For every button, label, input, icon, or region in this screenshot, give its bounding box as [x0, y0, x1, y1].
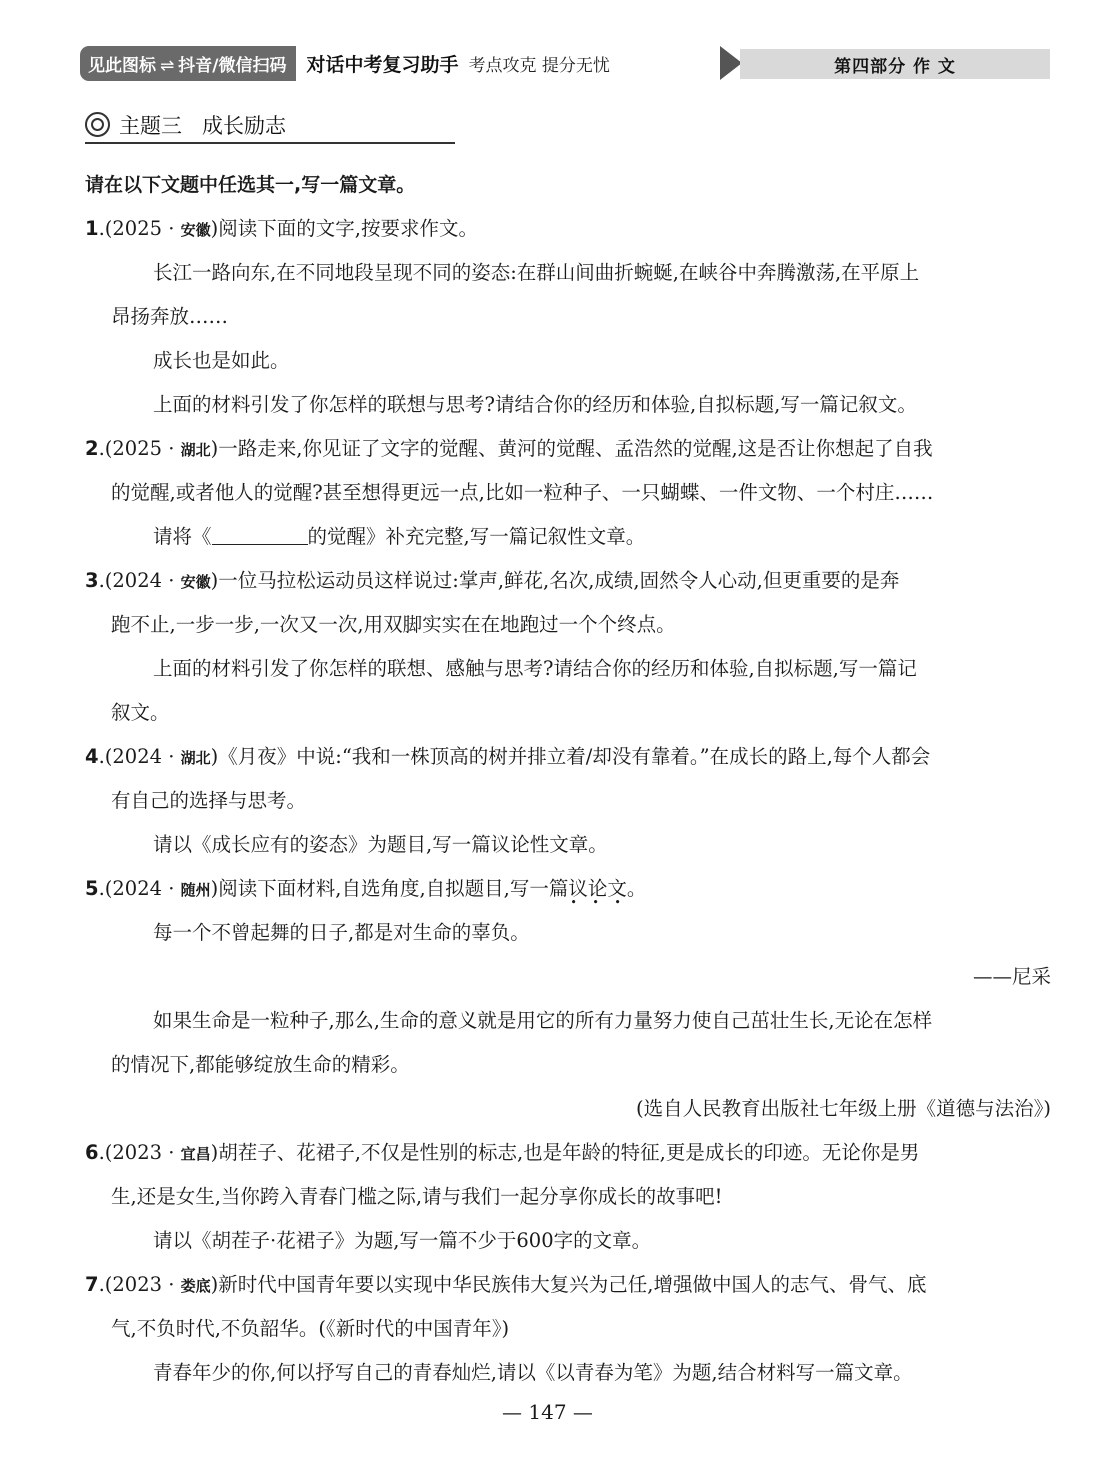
section-label: 第四部分 作 文: [740, 49, 1050, 79]
question-number: 4: [85, 745, 99, 768]
scan-prompt: [80, 51, 294, 76]
material-line: 如果生命是一粒种子,那么,生命的意义就是用它的所有力量努力使自己茁壮生长,无论在怎样: [153, 1009, 933, 1032]
question-3: 3.(2024 · 安徽)一位马拉松运动员这样说过:掌声,鲜花,名次,成绩,固然令人心动,但更重要的是奔: [85, 569, 900, 592]
question-7: 7.(2023 · 娄底)新时代中国青年要以实现中华民族伟大复兴为己任,增强做中国人的志气、骨气、底: [85, 1273, 927, 1296]
theme-name: 成长励志: [202, 114, 286, 138]
question-year: 2024: [112, 745, 163, 768]
question-prompt: 一路走来,你见证了文字的觉醒、黄河的觉醒、孟浩然的觉醒,这是否让你想起了自我: [218, 437, 933, 460]
question-prompt: 一位马拉松运动员这样说过:掌声,鲜花,名次,成绩,固然令人心动,但更重要的是奔: [218, 569, 900, 592]
question-year: 2023: [112, 1273, 163, 1296]
question-year: 2025: [112, 437, 163, 460]
quote-attribution: ——尼采: [972, 965, 1051, 988]
question-source: 随州: [180, 881, 211, 899]
question-list: [85, 163, 1051, 1395]
material-line: 气,不负时代,不负韶华。(《新时代的中国青年》): [111, 1317, 510, 1340]
question-number: 6: [85, 1141, 99, 1164]
material-line: 昂扬奔放……: [111, 305, 229, 328]
task-suffix: 的觉醒》补充完整,写一篇记叙性文章。: [307, 525, 646, 548]
theme-heading: [85, 108, 455, 144]
question-source: 宜昌: [180, 1145, 211, 1163]
material-line: 的情况下,都能够绽放生命的精彩。: [111, 1053, 410, 1076]
target-icon: [85, 112, 111, 138]
task-line: 青春年少的你,何以抒写自己的青春灿烂,请以《以青春为笔》为题,结合材料写一篇文章。: [153, 1361, 913, 1384]
question-6: 6.(2023 · 宜昌)胡茬子、花裙子,不仅是性别的标志,也是年龄的特征,更是成长的印迹。无论你是男: [85, 1141, 920, 1164]
link-icon: ⇌: [160, 56, 175, 76]
quote-line: 每一个不曾起舞的日子,都是对生命的辜负。: [153, 921, 530, 944]
question-source: 安徽: [180, 573, 211, 591]
theme-number: 主题三: [119, 114, 182, 138]
scan-label: 见此图标: [88, 56, 156, 76]
question-5: 5.(2024 · 随州)阅读下面材料,自选角度,自拟题目,写一篇议论文 • • •。: [85, 867, 1051, 911]
question-source: 安徽: [180, 221, 211, 239]
question-prompt: 新时代中国青年要以实现中华民族伟大复兴为己任,增强做中国人的志气、骨气、底: [218, 1273, 927, 1296]
question-source: 湖北: [180, 441, 211, 459]
task-line: 叙文。: [111, 701, 170, 724]
material-line: 有自己的选择与思考。: [111, 789, 307, 812]
question-2: 2.(2025 · 湖北)一路走来,你见证了文字的觉醒、黄河的觉醒、孟浩然的觉醒,这是否让你想起了自我: [85, 437, 933, 460]
question-prompt: 阅读下面材料,自选角度,自拟题目,写一篇: [218, 877, 569, 900]
task-line: 上面的材料引发了你怎样的联想、感触与思考?请结合你的经历和体验,自拟标题,写一篇记: [153, 657, 917, 680]
question-number: 7: [85, 1273, 99, 1296]
question-number: 5: [85, 877, 99, 900]
task-prefix: 请将《: [153, 525, 212, 548]
question-prompt: 阅读下面的文字,按要求作文。: [218, 217, 478, 240]
question-prompt: 《月夜》中说:“我和一株顶高的树并排立着/却没有靠着。”在成长的路上,每个人都会: [218, 745, 931, 768]
task-line: 请以《成长应有的姿态》为题目,写一篇议论性文章。: [153, 833, 608, 856]
instruction: 请在以下文题中任选其一,写一篇文章。: [85, 174, 416, 196]
question-prompt: 胡茬子、花裙子,不仅是性别的标志,也是年龄的特征,更是成长的印迹。无论你是男: [218, 1141, 920, 1164]
question-year: 2025: [112, 217, 163, 240]
question-year: 2024: [112, 877, 163, 900]
page-number: — 147 —: [502, 1400, 593, 1424]
brand-slogan: 考点攻克 提分无忧: [468, 56, 610, 76]
task-line: 请以《胡茬子·花裙子》为题,写一篇不少于600字的文章。: [153, 1229, 652, 1252]
question-source: 湖北: [180, 749, 211, 767]
question-number: 1: [85, 217, 99, 240]
question-number: 3: [85, 569, 99, 592]
scan-platforms: 抖音/微信扫码: [178, 56, 287, 76]
page-header: [80, 46, 1050, 81]
material-line: 的觉醒,或者他人的觉醒?甚至想得更远一点,比如一粒种子、一只蝴蝶、一件文物、一个村庄……: [111, 481, 934, 504]
question-number: 2: [85, 437, 99, 460]
material-source: (选自人民教育出版社七年级上册《道德与法治》): [636, 1097, 1051, 1120]
question-source: 娄底: [180, 1277, 211, 1295]
header-banner: [80, 46, 730, 81]
task-line: 上面的材料引发了你怎样的联想与思考?请结合你的经历和体验,自拟标题,写一篇记叙文。: [153, 393, 917, 416]
question-prompt-end: 。: [626, 877, 647, 900]
question-1: 1.(2025 · 安徽)阅读下面的文字,按要求作文。: [85, 217, 478, 240]
fill-blank: [212, 522, 308, 545]
material-line: 生,还是女生,当你跨入青春门槛之际,请与我们一起分享你成长的故事吧!: [111, 1185, 723, 1208]
emphasized-text: 议论文 • • •: [568, 867, 627, 911]
question-year: 2023: [112, 1141, 163, 1164]
material-line: 成长也是如此。: [153, 349, 290, 372]
material-line: 长江一路向东,在不同地段呈现不同的姿态:在群山间曲折蜿蜒,在峡谷中奔腾激荡,在平原上: [153, 261, 920, 284]
brand-title: 对话中考复习助手: [306, 54, 459, 76]
question-4: 4.(2024 · 湖北)《月夜》中说:“我和一株顶高的树并排立着/却没有靠着。”在成长的路上,每个人都会: [85, 745, 931, 768]
theme-title: [119, 110, 286, 140]
material-line: 跑不止,一步一步,一次又一次,用双脚实实在在地跑过一个个终点。: [111, 613, 676, 636]
task-line: [85, 515, 1051, 559]
arrow-icon: [720, 46, 742, 80]
question-year: 2024: [112, 569, 163, 592]
brand-box: [296, 46, 730, 81]
